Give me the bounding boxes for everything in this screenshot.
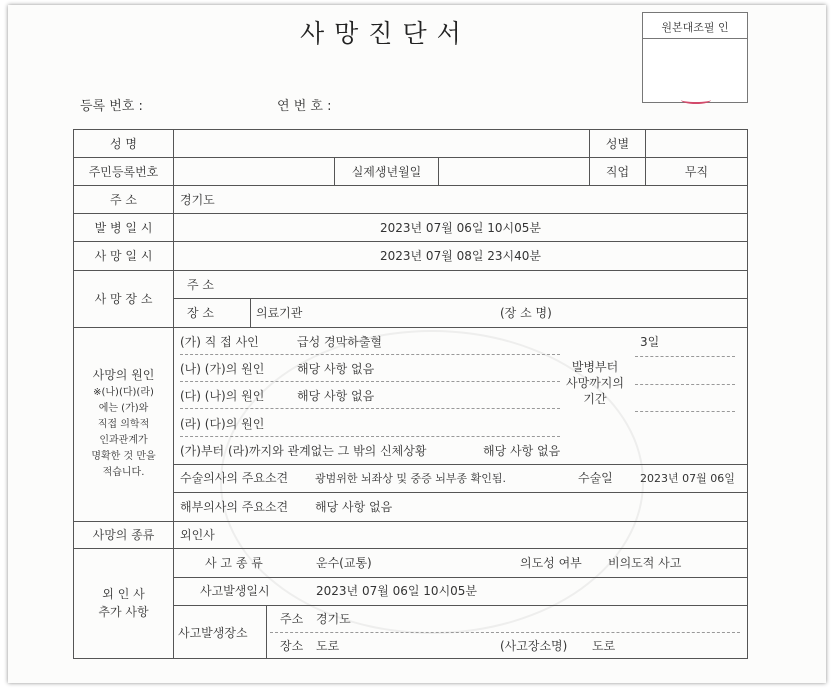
place-type-label: 장 소 <box>187 306 214 320</box>
other-condition-value: 해당 사항 없음 <box>483 444 561 458</box>
cause-a-label: (가) 직 접 사인 <box>180 335 259 349</box>
stamp-divider <box>643 38 747 39</box>
address-value: 경기도 <box>180 193 215 207</box>
registration-number-label: 등록 번호 : <box>80 99 143 114</box>
address-label: 주 소 <box>110 193 137 207</box>
accident-time-label: 사고발생일시 <box>200 584 270 598</box>
cause-d-label: (라) (다)의 원인 <box>180 417 265 431</box>
accident-place-name-label: (사고장소명) <box>500 639 568 653</box>
accident-place-type-value: 도로 <box>316 639 340 653</box>
other-condition-label: (가)부터 (라)까지와 관계없는 그 밖의 신체상황 <box>180 444 427 458</box>
accident-address-value: 경기도 <box>316 612 351 626</box>
cause-c-label: (다) (나)의 원인 <box>180 389 265 403</box>
name-label: 성 명 <box>110 137 137 151</box>
job-value: 무직 <box>684 165 709 179</box>
autopsy-findings-label: 해부의사의 주요소견 <box>180 500 289 514</box>
document-title: 사망진단서 <box>300 19 471 48</box>
place-name-label: (장 소 명) <box>500 306 552 320</box>
rrn-label: 주민등록번호 <box>88 165 159 179</box>
accident-place-name-value: 도로 <box>592 639 616 653</box>
job-label: 직업 <box>605 165 630 179</box>
stamp-seal-mark <box>681 96 711 104</box>
accident-address-label: 주소 <box>280 612 304 626</box>
surgeon-findings-value: 광범위한 뇌좌상 및 중증 뇌부종 확인됨. <box>315 472 506 485</box>
autopsy-findings-value: 해당 사항 없음 <box>315 500 393 514</box>
accident-place-label: 사고발생장소 <box>178 626 248 640</box>
onset-label: 발 병 일 시 <box>94 221 153 235</box>
cause-b-value: 해당 사항 없음 <box>297 362 375 376</box>
place-type-value: 의료기관 <box>256 306 303 320</box>
stamp-label: 원본대조필 인 <box>661 21 729 34</box>
actual-birth-label: 실제생년월일 <box>351 165 422 179</box>
cause-c-value: 해당 사항 없음 <box>297 389 375 403</box>
cause-a-period: 3일 <box>640 335 660 349</box>
external-cause-label-line1: 외 인 사 <box>102 587 145 601</box>
serial-number-label: 연 번 호 : <box>277 99 332 114</box>
death-time-value: 2023년 07월 08일 23시40분 <box>379 249 542 263</box>
accident-type-value: 운수(교통) <box>316 556 372 570</box>
surgery-date-value: 2023년 07월 06일 <box>640 472 735 485</box>
cause-b-label: (나) (가)의 원인 <box>180 362 265 376</box>
sex-label: 성별 <box>605 137 630 151</box>
death-time-label: 사 망 일 시 <box>94 249 153 263</box>
death-place-label: 사 망 장 소 <box>94 292 153 306</box>
accident-place-type-label: 장소 <box>280 639 304 653</box>
place-address-label: 주 소 <box>187 278 214 292</box>
death-type-value: 외인사 <box>180 528 215 542</box>
onset-value: 2023년 07월 06일 10시05분 <box>379 221 542 235</box>
accident-time-value: 2023년 07월 06일 10시05분 <box>316 584 478 598</box>
certified-copy-stamp <box>642 12 748 103</box>
surgery-date-label: 수술일 <box>578 471 613 485</box>
external-cause-label-line2: 추가 사항 <box>98 605 149 619</box>
cause-a-value: 급성 경막하출혈 <box>297 335 382 349</box>
intent-value: 비의도적 사고 <box>608 556 682 570</box>
surgeon-findings-label: 수술의사의 주요소견 <box>180 471 289 485</box>
death-type-label: 사망의 종류 <box>92 528 155 542</box>
accident-type-label: 사 고 종 류 <box>205 556 263 570</box>
intent-label: 의도성 여부 <box>520 556 582 570</box>
